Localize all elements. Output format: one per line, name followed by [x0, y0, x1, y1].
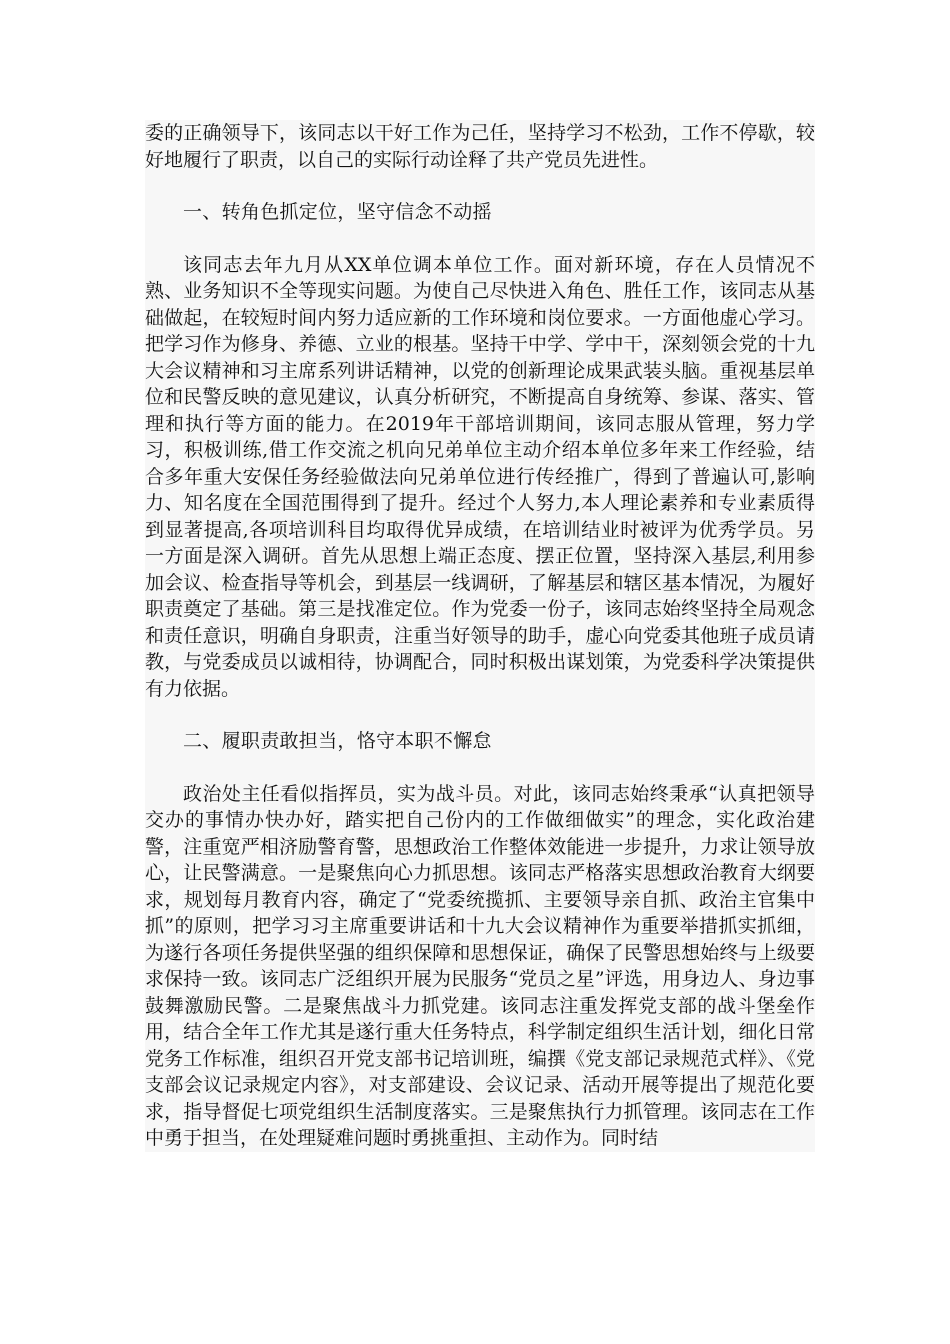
section-heading-1: 一、转角色抓定位，坚守信念不动摇 — [183, 201, 492, 223]
paragraph-gap — [145, 702, 815, 728]
section-2-paragraph: 政治处主任看似指挥员，实为战斗员。对此，该同志始终秉承“认真把领导交办的事情办快办好，踏实把自己份内的工作做细做实”的理念，实化政治建警，注重宽严相济励警育警，思想政治工作整体效能进一步提升，力求让领导放心，让民警满意。一是聚焦向心力抓思想。该同志严格落实思想政治教育大纲要求，规划每月教育内容，确定了“党委统揽抓、主要领导亲自抓、政治主官集中抓”的原则，把学习习主席重要讲话和十九大会议精神作为重要举措抓实抓细，为遂行各项任务提供坚强的组织保障和思想保证，确保了民警思想始终与上级要求保持一致。该同志广泛组织开展为民服务“党员之星”评选，用身边人、身边事鼓舞激励民警。二是聚焦战斗力抓党建。该同志注重发挥党支部的战斗堡垒作用，结合全年工作尤其是遂行重大任务特点，科学制定组织生活计划，细化日常党务工作标准，组织召开党支部书记培训班，编撰《党支部记录规范式样》、《党支部会议记录规定内容》，对支部建设、会议记录、活动开展等提出了规范化要求，指导督促七项党组织生活制度落实。三是聚焦执行力抓管理。该同志在工作中勇于担当，在处理疑难问题时勇挑重担、主动作为。同时结 — [145, 782, 815, 1149]
document-body — [145, 120, 815, 1152]
paragraph-gap — [145, 226, 815, 252]
section-heading-2: 二、履职责敢担当，恪守本职不懈怠 — [183, 730, 492, 752]
paragraph-gap — [145, 173, 815, 199]
paragraph-gap — [145, 755, 815, 781]
opening-paragraph: 委的正确领导下，该同志以干好工作为己任，坚持学习不松劲，工作不停歇，较好地履行了职责，以自己的实际行动诠释了共产党员先进性。 — [145, 122, 815, 171]
section-1-paragraph: 该同志去年九月从XX单位调本单位工作。面对新环境，存在人员情况不熟、业务知识不全等现实问题。为使自己尽快进入角色、胜任工作，该同志从基础做起，在较短时间内努力适应新的工作环境和岗位要求。一方面他虚心学习。把学习作为修身、养德、立业的根基。坚持干中学、学中干，深刻领会党的十九大会议精神和习主席系列讲话精神，以党的创新理论成果武装头脑。重视基层单位和民警反映的意见建议，认真分析研究，不断提高自身统筹、参谋、落实、管理和执行等方面的能力。在2019年干部培训期间，该同志服从管理，努力学习，积极训练,借工作交流之机向兄弟单位主动介绍本单位多年来工作经验，结合多年重大安保任务经验做法向兄弟单位进行传经推广，得到了普遍认可,影响力、知名度在全国范围得到了提升。经过个人努力,本人理论素养和专业素质得到显著提高,各项培训科目均取得优异成绩，在培训结业时被评为优秀学员。另一方面是深入调研。首先从思想上端正态度、摆正位置，坚持深入基层,利用参加会议、检查指导等机会，到基层一线调研，了解基层和辖区基本情况，为履好职责奠定了基础。第三是找准定位。作为党委一份子，该同志始终坚持全局观念和责任意识，明确自身职责，注重当好领导的助手，虚心向党委其他班子成员请教，与党委成员以诚相待，协调配合，同时积极出谋划策，为党委科学决策提供有力依据。 — [145, 253, 815, 700]
